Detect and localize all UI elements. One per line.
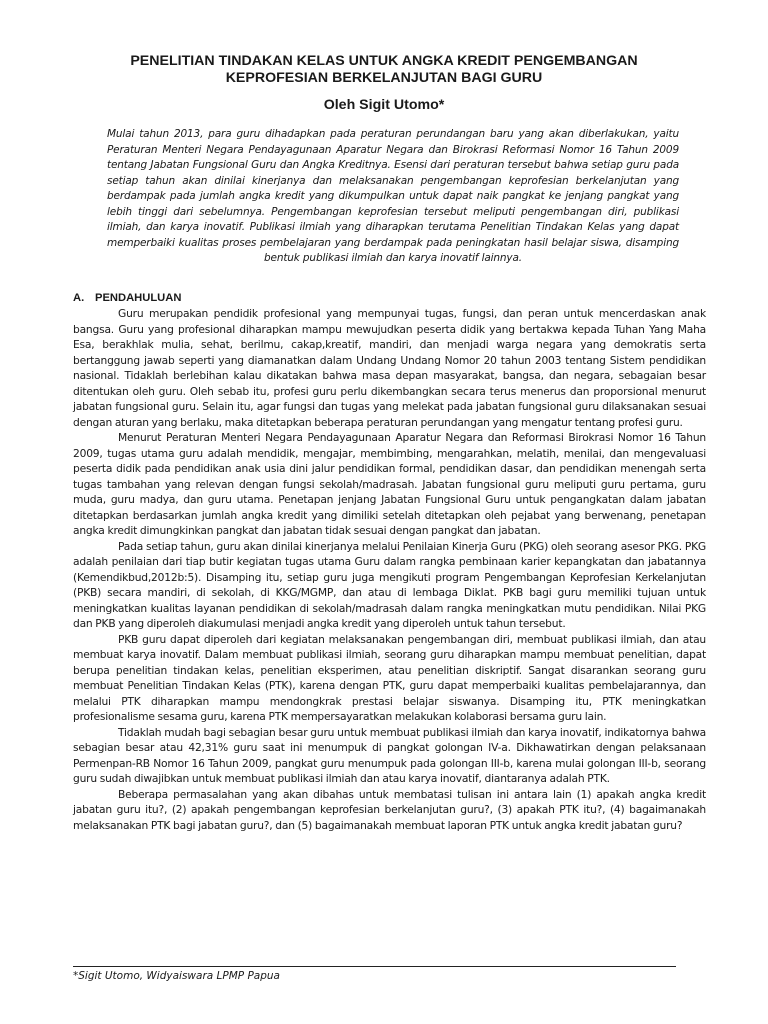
- footnote: *Sigit Utomo, Widyaiswara LPMP Papua: [73, 970, 280, 982]
- page-title: [60, 53, 708, 87]
- paragraph-2: Menurut Peraturan Menteri Negara Pendayagunaan Aparatur Negara dan Reformasi Birokrasi Nomor 16 Tahun 2009, tugas utama guru adalah mendidik, mengajar, membimbing, mengarahkan, melatih, menilai, dan mengevaluasi peserta didik pada pendidikan anak usia dini jalur pendidikan formal, pendidikan dasar, dan pendidikan menengah serta tugas tambahan yang relevan dengan fungsi sekolah/madrasah. Jabatan fungsional guru meliputi guru pertama, guru muda, guru madya, dan guru utama. Penetapan jenjang Jabatan Fungsional Guru untuk pengangkatan dalam jabatan ditetapkan berdasarkan jumlah angka kredit yang dimiliki setelah ditetapkan oleh pejabat yang berwenang, penetapan angka kredit dimungkinkan pangkat dan jabatan tidak sesuai dengan pangkat dan jabatan.: [73, 431, 706, 537]
- abstract: Mulai tahun 2013, para guru dihadapkan pada peraturan perundangan baru yang akan diberlakukan, yaitu Peraturan Menteri Negara Pendayagunaan Aparatur Negara dan Birokrasi Reformasi Nomor 16 Tahun 2009 tentang Jabatan Fungsional Guru dan Angka Kreditnya. Esensi dari peraturan tersebut bahwa setiap guru pada setiap tahun akan dinilai kinerjanya dan melaksanakan pengembangan keprofesian berkelanjutan yang berdampak pada jumlah angka kredit yang dikumpulkan untuk dapat naik pangkat ke jenjang pangkat yang lebih tinggi dari sebelumnya. Pengembangan keprofesian tersebut meliputi pengembangan diri, publikasi ilmiah, dan karya inovatif. Publikasi ilmiah yang diharapkan terutama Penelitian Tindakan Kelas yang dapat memperbaiki kualitas proses pembelajaran yang berdampak pada peningkatan hasil belajar siswa, disamping bentuk publikasi ilmiah dan karya inovatif lainnya.: [107, 128, 679, 264]
- title-line-2: KEPROFESIAN BERKELANJUTAN BAGI GURU: [225, 70, 543, 86]
- section-heading: [73, 292, 181, 304]
- body-text: [73, 306, 706, 833]
- title-line-1: PENELITIAN TINDAKAN KELAS UNTUK ANGKA KREDIT PENGEMBANGAN: [130, 53, 638, 69]
- paragraph-1: Guru merupakan pendidik profesional yang mempunyai tugas, fungsi, dan peran untuk mencerdaskan anak bangsa. Guru yang profesional diharapkan mampu mewujudkan peserta didik yang bertakwa kepada Tuhan Yang Maha Esa, berakhlak mulia, sehat, berilmu, cakap,kreatif, mandiri, dan menjadi warga negara yang demokratis serta bertanggung jawab seperti yang diamanatkan dalam Undang Undang Nomor 20 tahun 2003 tentang Sistem pendidikan nasional. Tidaklah berlebihan kalau dikatakan bahwa masa depan masyarakat, bangsa, dan negara, sebagaian besar ditentukan oleh guru. Oleh sebab itu, profesi guru perlu dikembangkan secara terus menerus dan proporsional menurut jabatan fungsional guru. Selain itu, agar fungsi dan tugas yang melekat pada jabatan fungsional guru dilaksanakan sesuai dengan aturan yang berlaku, maka ditetapkan beberapa peraturan perundangan yang mengatur tentang profesi guru.: [73, 307, 706, 429]
- paragraph-6: Beberapa permasalahan yang akan dibahas untuk membatasi tulisan ini antara lain (1) apakah angka kredit jabatan guru itu?, (2) apakah pengembangan keprofesian berkelanjutan guru?, (3) apakah PTK itu?, (4) bagaimanakah melaksanakan PTK bagi jabatan guru?, dan (5) bagaimanakah membuat laporan PTK untuk angka kredit jabatan guru?: [73, 787, 706, 832]
- paragraph-5: Tidaklah mudah bagi sebagian besar guru untuk membuat publikasi ilmiah dan karya inovatif, indikatornya bahwa sebagian besar atau 42,31% guru saat ini menumpuk di pangkat golongan IV-a. Dikhawatirkan dengan pelaksanaan Permenpan-RB Nomor 16 Tahun 2009, pangkat guru menumpuk pada golongan III-b, karena mulai golongan III-b, seorang guru sudah diwajibkan untuk membuat publikasi ilmiah dan atau karya inovatif, diantaranya adalah PTK.: [73, 725, 706, 785]
- footnote-divider: [73, 966, 676, 967]
- section-title: PENDAHULUAN: [95, 292, 182, 304]
- paragraph-4: PKB guru dapat diperoleh dari kegiatan melaksanakan pengembangan diri, membuat publikasi ilmiah, dan atau membuat karya inovatif. Dalam membuat publikasi ilmiah, seorang guru diharapkan mampu membuat penelitian, dapat berupa penelitian tindakan kelas, penelitian eksperimen, atau penelitian diskriptif. Sangat disarankan seorang guru membuat Penelitian Tindakan Kelas (PTK), karena dengan PTK, guru dapat memperbaiki kualitas pembelajarannya, dan melalui PTK diharapkan mampu mendongkrak prestasi belajar siswanya. Disamping itu, PTK meningkatkan profesionalisme sesama guru, karena PTK mempersayaratkan melakukan kolaborasi bersama guru lain.: [73, 632, 706, 723]
- author-line: Oleh Sigit Utomo*: [323, 97, 445, 113]
- section-number: A.: [73, 292, 85, 304]
- paragraph-3: Pada setiap tahun, guru akan dinilai kinerjanya melalui Penilaian Kinerja Guru (PKG) oleh seorang asesor PKG. PKG adalah penilaian dari tiap butir kegiatan tugas utama Guru dalam rangka pembinaan karier kepangkatan dan jabatannya (Kemendikbud,2012b:5). Disamping itu, setiap guru juga mengikuti program Pengembangan Keprofesian Kerkelanjutan (PKB) secara mandiri, di sekolah, di KKG/MGMP, dan atau di lembaga Diklat. PKB bagi guru memiliki tujuan untuk meningkatkan kualitas layanan pendidikan di sekolah/madrasah dalam rangka meningkatkan mutu pendidikan. Nilai PKG dan PKB yang diperoleh diakumulasi menjadi angka kredit yang diperoleh untuk tahun tersebut.: [73, 539, 706, 630]
